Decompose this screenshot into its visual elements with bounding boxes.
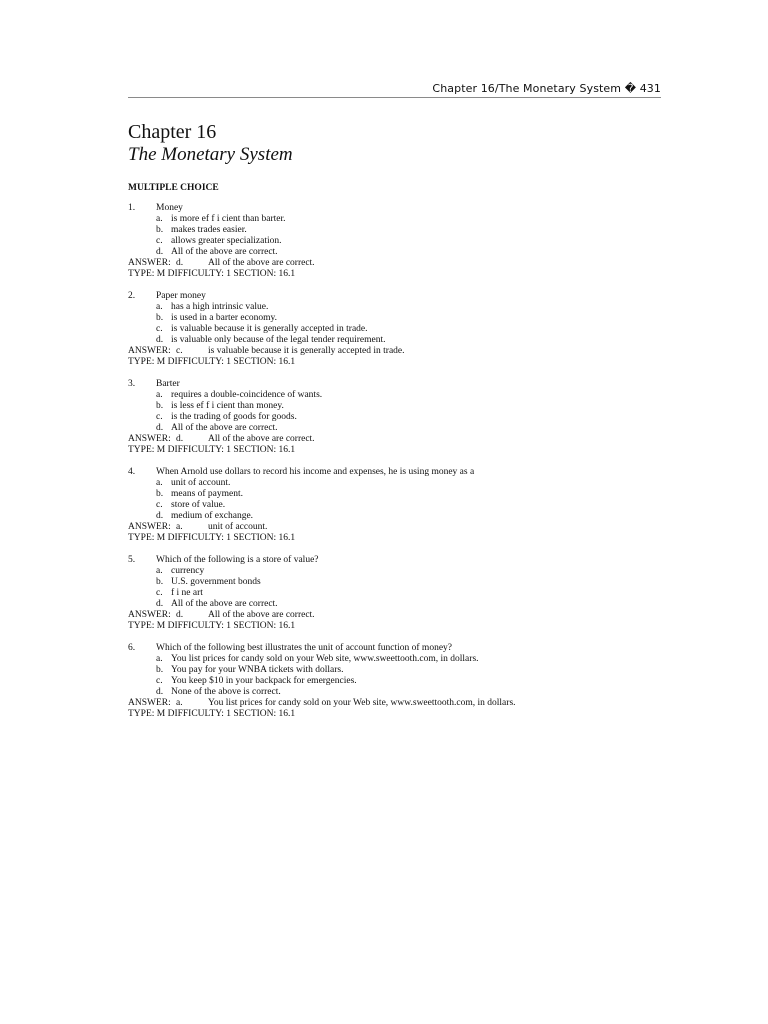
answer-text: All of the above are correct.: [208, 434, 315, 444]
answer-letter: a.: [176, 522, 183, 532]
question-stem-line: [128, 555, 668, 566]
option-letter: a.: [156, 390, 163, 400]
question-meta: TYPE: M DIFFICULTY: 1 SECTION: 16.1: [128, 533, 296, 543]
option-letter: b.: [156, 225, 164, 235]
question-meta-line: [128, 357, 668, 368]
question-stem-line: [128, 643, 668, 654]
answer-option: [128, 302, 668, 313]
option-text: f i ne art: [171, 588, 203, 598]
question-stem-line: [128, 291, 668, 302]
answer-option: [128, 500, 668, 511]
question-list: [128, 203, 668, 731]
option-text: All of the above are correct.: [171, 423, 278, 433]
option-letter: b.: [156, 401, 164, 411]
answer-option: [128, 324, 668, 335]
answer-text: unit of account.: [208, 522, 268, 532]
answer-label: ANSWER:: [128, 698, 171, 708]
question-number: 5.: [128, 555, 136, 565]
question-stem-line: [128, 467, 668, 478]
question-stem: Barter: [156, 379, 180, 389]
answer-option: [128, 599, 668, 610]
answer-line: [128, 434, 668, 445]
running-head-text: Chapter 16/The Monetary System � 431: [432, 82, 661, 95]
question-number: 6.: [128, 643, 136, 653]
answer-label: ANSWER:: [128, 434, 171, 444]
option-text: has a high intrinsic value.: [171, 302, 269, 312]
answer-option: [128, 566, 668, 577]
option-letter: a.: [156, 654, 163, 664]
answer-option: [128, 335, 668, 346]
answer-option: [128, 665, 668, 676]
question-stem-line: [128, 203, 668, 214]
answer-label: ANSWER:: [128, 258, 171, 268]
option-text: requires a double-coincidence of wants.: [171, 390, 323, 400]
question-meta: TYPE: M DIFFICULTY: 1 SECTION: 16.1: [128, 445, 296, 455]
answer-text: is valuable because it is generally accepted in trade.: [208, 346, 405, 356]
question-meta-line: [128, 533, 668, 544]
question-meta-line: [128, 445, 668, 456]
option-letter: a.: [156, 478, 163, 488]
option-letter: c.: [156, 236, 163, 246]
option-text: None of the above is correct.: [171, 687, 281, 697]
answer-letter: a.: [176, 698, 183, 708]
question-6: [128, 643, 668, 720]
option-text: U.S. government bonds: [171, 577, 261, 587]
answer-line: [128, 258, 668, 269]
question-number: 1.: [128, 203, 136, 213]
question-2: [128, 291, 668, 368]
question-stem: Paper money: [156, 291, 206, 301]
answer-letter: d.: [176, 258, 184, 268]
answer-label: ANSWER:: [128, 610, 171, 620]
question-stem: When Arnold use dollars to record his income and expenses, he is using money as a: [156, 467, 475, 477]
option-letter: b.: [156, 665, 164, 675]
option-text: All of the above are correct.: [171, 247, 278, 257]
answer-letter: d.: [176, 610, 184, 620]
question-meta: TYPE: M DIFFICULTY: 1 SECTION: 16.1: [128, 709, 296, 719]
answer-line: [128, 698, 668, 709]
answer-option: [128, 478, 668, 489]
option-letter: a.: [156, 302, 163, 312]
answer-option: [128, 588, 668, 599]
answer-option: [128, 247, 668, 258]
option-letter: a.: [156, 214, 163, 224]
question-meta-line: [128, 709, 668, 720]
answer-text: All of the above are correct.: [208, 258, 315, 268]
answer-option: [128, 511, 668, 522]
option-text: means of payment.: [171, 489, 244, 499]
answer-option: [128, 401, 668, 412]
question-4: [128, 467, 668, 544]
chapter-title: The Monetary System: [128, 144, 293, 165]
question-5: [128, 555, 668, 632]
answer-letter: c.: [176, 346, 183, 356]
answer-option: [128, 214, 668, 225]
answer-option: [128, 654, 668, 665]
question-meta: TYPE: M DIFFICULTY: 1 SECTION: 16.1: [128, 269, 296, 279]
answer-option: [128, 390, 668, 401]
answer-label: ANSWER:: [128, 522, 171, 532]
option-letter: c.: [156, 676, 163, 686]
question-number: 3.: [128, 379, 136, 389]
answer-option: [128, 687, 668, 698]
option-text: is valuable because it is generally accepted in trade.: [171, 324, 368, 334]
question-1: [128, 203, 668, 280]
option-letter: c.: [156, 588, 163, 598]
option-text: makes trades easier.: [171, 225, 247, 235]
option-letter: b.: [156, 313, 164, 323]
answer-text: You list prices for candy sold on your Web site, www.sweettooth.com, in dollars.: [208, 698, 516, 708]
option-letter: b.: [156, 577, 164, 587]
option-letter: d.: [156, 511, 164, 521]
option-text: is more ef f i cient than barter.: [171, 214, 286, 224]
option-letter: a.: [156, 566, 163, 576]
option-text: is used in a barter economy.: [171, 313, 277, 323]
option-text: allows greater specialization.: [171, 236, 282, 246]
option-letter: c.: [156, 324, 163, 334]
question-stem-line: [128, 379, 668, 390]
option-text: is less ef f i cient than money.: [171, 401, 284, 411]
answer-option: [128, 225, 668, 236]
option-text: medium of exchange.: [171, 511, 254, 521]
answer-option: [128, 423, 668, 434]
option-letter: d.: [156, 423, 164, 433]
question-meta-line: [128, 621, 668, 632]
answer-line: [128, 610, 668, 621]
option-text: You keep $10 in your backpack for emergencies.: [171, 676, 357, 686]
question-stem: Which of the following is a store of value?: [156, 555, 319, 565]
question-3: [128, 379, 668, 456]
running-header: [128, 83, 661, 98]
question-meta: TYPE: M DIFFICULTY: 1 SECTION: 16.1: [128, 357, 296, 367]
option-text: store of value.: [171, 500, 226, 510]
answer-label: ANSWER:: [128, 346, 171, 356]
option-letter: c.: [156, 500, 163, 510]
answer-option: [128, 412, 668, 423]
answer-option: [128, 676, 668, 687]
answer-option: [128, 236, 668, 247]
answer-line: [128, 346, 668, 357]
option-letter: d.: [156, 599, 164, 609]
option-text: You pay for your WNBA tickets with dollars.: [171, 665, 344, 675]
question-stem: Money: [156, 203, 183, 213]
option-letter: d.: [156, 335, 164, 345]
option-text: unit of account.: [171, 478, 231, 488]
option-text: currency: [171, 566, 205, 576]
option-text: You list prices for candy sold on your Web site, www.sweettooth.com, in dollars.: [171, 654, 479, 664]
question-meta: TYPE: M DIFFICULTY: 1 SECTION: 16.1: [128, 621, 296, 631]
option-letter: d.: [156, 247, 164, 257]
option-letter: c.: [156, 412, 163, 422]
question-stem: Which of the following best illustrates the unit of account function of money?: [156, 643, 453, 653]
answer-option: [128, 313, 668, 324]
answer-letter: d.: [176, 434, 184, 444]
question-number: 2.: [128, 291, 136, 301]
answer-option: [128, 577, 668, 588]
chapter-number: Chapter 16: [128, 121, 217, 143]
option-text: All of the above are correct.: [171, 599, 278, 609]
option-text: is valuable only because of the legal tender requirement.: [171, 335, 386, 345]
section-heading: MULTIPLE CHOICE: [128, 183, 219, 193]
answer-line: [128, 522, 668, 533]
answer-option: [128, 489, 668, 500]
question-number: 4.: [128, 467, 136, 477]
option-letter: d.: [156, 687, 164, 697]
option-letter: b.: [156, 489, 164, 499]
question-meta-line: [128, 269, 668, 280]
option-text: is the trading of goods for goods.: [171, 412, 297, 422]
answer-text: All of the above are correct.: [208, 610, 315, 620]
